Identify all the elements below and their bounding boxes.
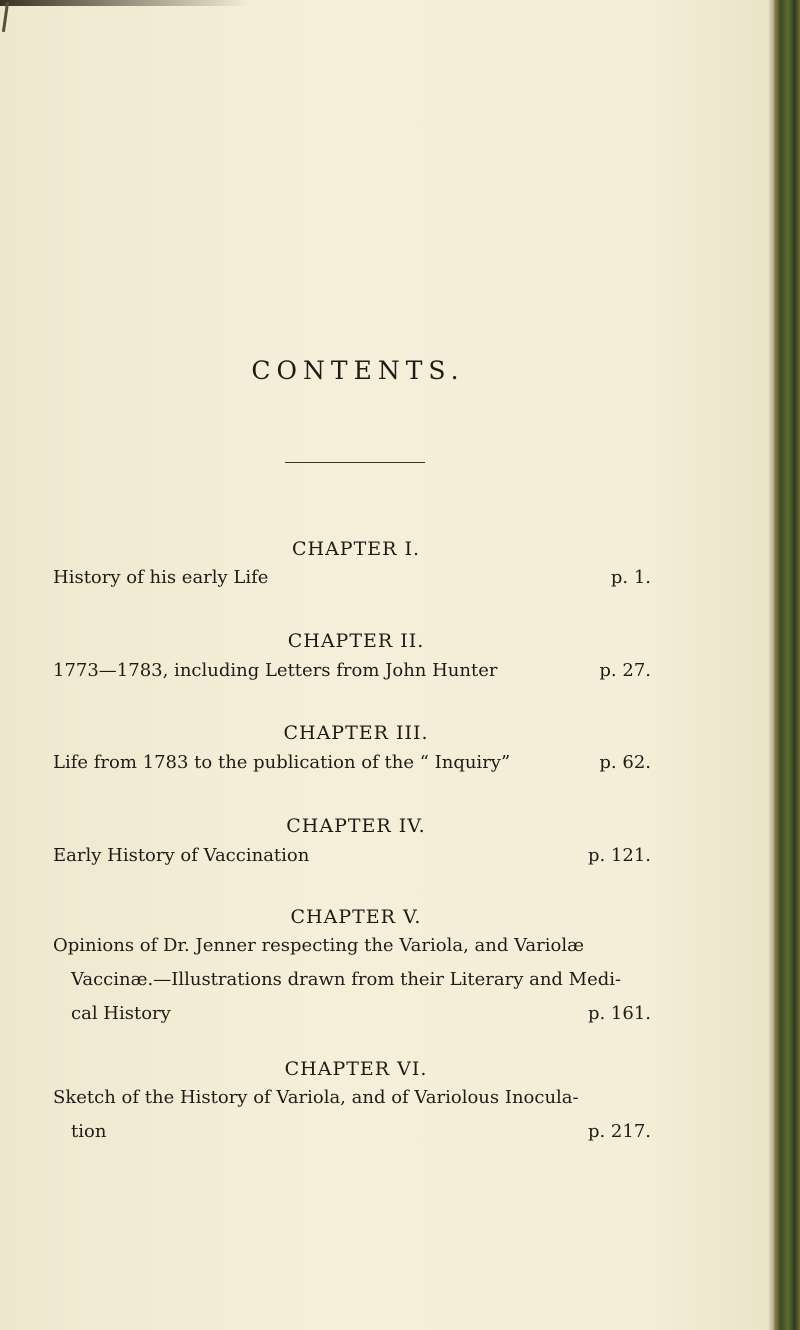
toc-entry-text: 1773—1783, including Letters from John Hunter bbox=[53, 660, 498, 681]
book-spine bbox=[774, 0, 800, 1330]
toc-entry-line: Vaccinæ.—Illustrations drawn from their Literary and Medi- bbox=[71, 969, 622, 990]
toc-entry-text: Life from 1783 to the publication of the “ Inquiry” bbox=[53, 752, 511, 773]
toc-entry-6 bbox=[53, 1081, 651, 1149]
page-top-shadow bbox=[0, 0, 250, 6]
toc-entry-last-line bbox=[53, 997, 651, 1031]
toc-entry-line: tion bbox=[71, 1121, 107, 1142]
toc-page-ref: p. 217. bbox=[587, 1121, 651, 1142]
toc-entry-last-line bbox=[53, 1115, 651, 1149]
toc-entry-1 bbox=[53, 561, 651, 595]
chapter-heading-2: CHAPTER II. bbox=[287, 630, 425, 652]
toc-entry-line: cal History bbox=[71, 1003, 171, 1024]
chapter-heading-1: CHAPTER I. bbox=[291, 538, 421, 560]
toc-page-ref: p. 62. bbox=[599, 752, 651, 773]
toc-page-ref: p. 161. bbox=[587, 1003, 651, 1024]
toc-entry-5 bbox=[53, 929, 651, 1031]
toc-entry-4 bbox=[53, 839, 651, 873]
toc-entry-3 bbox=[53, 746, 651, 780]
toc-entry-2 bbox=[53, 654, 651, 688]
toc-entry-line: Sketch of the History of Variola, and of Variolous Inocula- bbox=[53, 1087, 579, 1108]
toc-page-ref: p. 27. bbox=[599, 660, 651, 681]
chapter-heading-4: CHAPTER IV. bbox=[286, 815, 426, 837]
toc-page-ref: p. 1. bbox=[610, 567, 651, 588]
toc-entry-line: Opinions of Dr. Jenner respecting the Variola, and Variolæ bbox=[53, 935, 585, 956]
toc-entry-text: History of his early Life bbox=[53, 567, 269, 588]
toc-page-ref: p. 121. bbox=[587, 845, 651, 866]
title-rule bbox=[285, 462, 425, 463]
chapter-heading-6: CHAPTER VI. bbox=[284, 1058, 428, 1080]
chapter-heading-3: CHAPTER III. bbox=[283, 722, 429, 744]
chapter-heading-5: CHAPTER V. bbox=[290, 906, 422, 928]
page-title: CONTENTS. bbox=[251, 356, 465, 385]
toc-entry-text: Early History of Vaccination bbox=[53, 845, 310, 866]
